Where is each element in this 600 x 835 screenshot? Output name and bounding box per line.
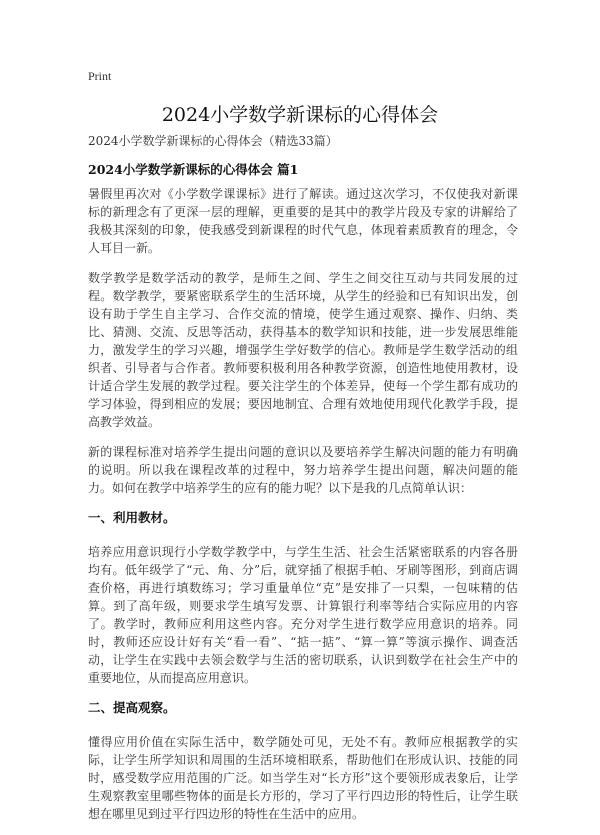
paragraph-2: 数学教学是数学活动的教学，是师生之间、学生之间交往互动与共同发展的过程。数学教学，要紧密联系学生的生活环境，从学生的经验和已有知识出发，创设有助于学生自主学习、合作交流的情境，使学生通过观察、操作、归纳、类比、猜测、交流、反思等活动，获得基本的数学知识和技能，进一步发展思维能力，激发学生的学习兴趣，增强学生学好数学的信心。教师是学生数学活动的组织者、引导者与合作者。教师要积极利用各种教学资源，创造性地使用教材，设计适合学生发展的教学过程。要关注学生的个体差异，使每一个学生都有成功的学习体验，得到相应的发展；要因地制宜、合理有效地使用现代化教学手段，提高教学效益。 [88,271,518,429]
paragraph-5: 懂得应用价值在实际生活中，数学随处可见，无处不有。教师应根据教学的实际，让学生所学知识和周围的生活环境相联系，帮助他们在形成认识、技能的同时，感受数学应用范围的广泛。如当学生对“长方形”这个要领形成表象后，让学生观察教室里哪些物体的面是长方形的，学习了平行四边形的特性后，让学生联想在哪里见到过平行四边形的特性在生活中的应用。 [88,735,518,821]
subheading-observation: 二、提高观察。 [88,700,176,715]
page-title: 2024小学数学新课标的心得体会 [161,104,439,126]
subheading-use-textbook: 一、利用教材。 [88,510,176,525]
paragraph-3: 新的课程标准对培养学生提出问题的意识以及要培养学生解决问题的能力有明确的说明。所以我在课程改革的过程中，努力培养学生提出问题，解决问题的能力。如何在教学中培养学生的应有的能力呢？以下是我的几点简单认识： [88,445,518,495]
paragraph-1: 暑假里再次对《小学数学课课标》进行了解读。通过这次学习，不仅使我对新课标的新理念有了更深一层的理解，更重要的是其中的教学片段及专家的讲解给了我极其深刻的印象，使我感受到新课程的时代气息，体现着素质教育的理念，令人耳目一新。 [88,187,518,255]
paragraph-4: 培养应用意识现行小学数学教学中，与学生生活、社会生活紧密联系的内容各册均有。低年级学了“元、角、分”后，就穿插了根据手帕、牙刷等图形，到商店调查价格，再进行填数练习；学习重量单位“克”是安排了一只梨，一包味精的估算。到了高年级，则要求学生填写发票、计算银行利率等结合实际应用的内容了。教学时，教师应利用这些内容。充分对学生进行数学应用意识的培养。同时，教师还应设计好有关“看一看”、“掂一掂”、“算一算”等演示操作、调查活动，让学生在实践中去领会数学与生活的密切联系，认识到数学在社会生产中的重要地位，从而提高应用意识。 [88,545,518,685]
document-subtitle: 2024小学数学新课标的心得体会（精选33篇） [88,134,338,148]
print-link[interactable]: Print [88,69,112,83]
article-body [88,185,518,835]
section-heading: 2024小学数学新课标的心得体会 篇1 [88,162,299,177]
